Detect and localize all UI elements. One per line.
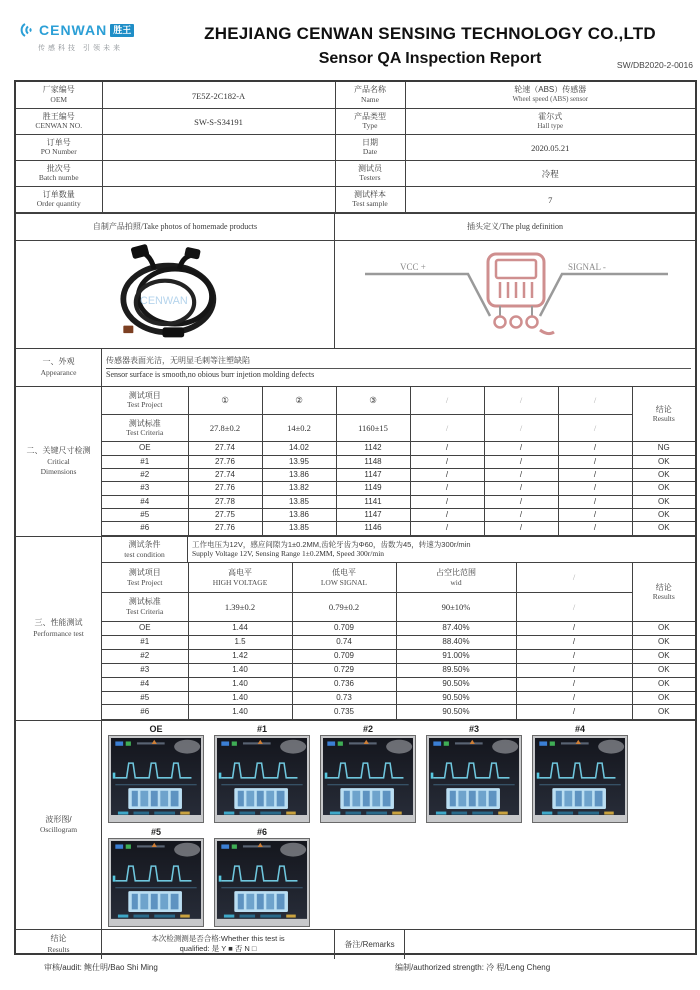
table-cell: 1147 [336, 468, 410, 481]
oscilloscope-photo [214, 826, 310, 927]
company-name: ZHEJIANG CENWAN SENSING TECHNOLOGY CO.,LTD [204, 24, 656, 43]
scope-label: #6 [256, 827, 267, 838]
table-cell: 13.85 [262, 495, 336, 508]
oscilloscope-photo [532, 723, 628, 824]
oscilloscope-photo [320, 723, 416, 824]
test-condition-en: Supply Voltage 12V, Sensing Range 1±0.2MM, Speed 300r/min [192, 549, 385, 559]
oscilloscope-screen [217, 841, 307, 919]
remarks-value [405, 930, 695, 959]
perf-criteria-duty: 90±10% [396, 592, 516, 621]
product-photo [16, 241, 335, 348]
oscilloscope-screen [323, 738, 413, 816]
scope-label: #1 [256, 723, 267, 734]
table-row [102, 649, 695, 663]
dims-project-4: / [410, 387, 484, 415]
scope-label: #4 [574, 723, 585, 734]
table-cell: 27.76 [188, 455, 262, 468]
dims-label-en1: Critical [47, 456, 70, 466]
dims-criteria-1: 27.8±0.2 [188, 414, 262, 442]
perf-section-label [16, 537, 102, 720]
perf-header-high: 高电平 HIGH VOLTAGE [188, 563, 292, 592]
perf-label-en: Performance test [33, 628, 84, 638]
test-condition-cn: 工作电压为12V，感应间隙为1±0.2MM,齿轮牙齿为Φ60，齿数为45，转速为300r/min [192, 539, 471, 549]
dims-results-label: 结论 Results [632, 387, 695, 442]
table-cell: 0.709 [292, 621, 396, 635]
oscillogram-photos [102, 721, 695, 929]
table-row [102, 691, 695, 705]
table-row [102, 468, 695, 481]
info-label: 日期 Date [335, 134, 405, 160]
dims-project-3: ③ [336, 387, 410, 415]
table-cell: OK [632, 649, 695, 663]
table-cell: / [484, 468, 558, 481]
perf-project-row [102, 563, 695, 592]
table-row [102, 495, 695, 508]
table-cell: 27.74 [188, 468, 262, 481]
scope-frame [532, 735, 628, 824]
table-cell: OK [632, 635, 695, 649]
test-condition-row [102, 537, 695, 564]
info-row [16, 134, 695, 160]
dims-project-2: ② [262, 387, 336, 415]
perf-header-low: 低电平 LOW SIGNAL [292, 563, 396, 592]
table-row [102, 677, 695, 691]
appearance-label-en: Appearance [40, 367, 77, 377]
dims-project-row [102, 387, 695, 415]
table-cell: #6 [102, 705, 188, 719]
table-cell: OK [632, 691, 695, 705]
table-cell: OK [632, 677, 695, 691]
test-condition-label: 测试条件 test condition [102, 537, 188, 563]
dims-criteria-label: 测试标准 Test Criteria [102, 414, 188, 442]
table-cell: OK [632, 482, 695, 495]
table-cell: OK [632, 508, 695, 521]
table-cell: / [558, 508, 632, 521]
qualified-line2: qualified: 是 Y ■ 否 N □ [179, 944, 257, 953]
table-cell: 0.709 [292, 649, 396, 663]
table-cell: / [410, 495, 484, 508]
info-label: 产品名称 Name [335, 82, 405, 108]
perf-project-label: 测试项目 Test Project [102, 563, 188, 592]
table-cell: / [410, 482, 484, 495]
remarks-label: 备注/Remarks [335, 930, 405, 959]
appearance-label-cn: 一、外观 [42, 357, 75, 367]
logo-tagline: 传感科技 引领未来 [38, 45, 123, 52]
perf-criteria-slash: / [516, 592, 632, 621]
table-cell: OE [102, 442, 188, 455]
table-cell: #3 [102, 663, 188, 677]
company-logo [16, 20, 166, 53]
perf-table [102, 563, 695, 719]
table-cell: 1.42 [188, 649, 292, 663]
table-cell: / [516, 677, 632, 691]
table-cell: / [516, 691, 632, 705]
table-cell: / [410, 508, 484, 521]
appearance-text [102, 349, 695, 386]
table-cell: #1 [102, 455, 188, 468]
oscilloscope-screen [111, 738, 201, 816]
report-header [165, 24, 695, 68]
perf-criteria-low: 0.79±0.2 [292, 592, 396, 621]
report-footer [0, 960, 700, 980]
table-cell: 13.86 [262, 468, 336, 481]
dims-criteria-row [102, 414, 695, 442]
table-cell: / [484, 495, 558, 508]
perf-results-label: 结论 Results [632, 563, 695, 621]
table-cell: 13.82 [262, 482, 336, 495]
table-cell: 1.40 [188, 677, 292, 691]
info-value: 霍尔式 Hall type [405, 108, 695, 134]
info-row [16, 108, 695, 134]
table-cell: 27.74 [188, 442, 262, 455]
table-cell: #4 [102, 677, 188, 691]
dims-criteria-5: / [484, 414, 558, 442]
perf-criteria-high: 1.39±0.2 [188, 592, 292, 621]
table-cell: OK [632, 495, 695, 508]
table-cell: / [558, 522, 632, 535]
table-cell: / [484, 442, 558, 455]
table-cell: / [516, 635, 632, 649]
results-section [16, 929, 695, 959]
test-condition-text [188, 537, 695, 563]
table-cell: / [410, 468, 484, 481]
scope-label: #2 [362, 723, 373, 734]
info-value [102, 186, 335, 212]
table-cell: #6 [102, 522, 188, 535]
soundwave-logo-icon [16, 20, 36, 40]
plug-diagram [350, 244, 680, 344]
oscillogram-label-cn: 波形图/ [45, 814, 72, 824]
table-cell: / [410, 455, 484, 468]
logo-badge: 胜王 [110, 24, 134, 37]
dims-criteria-3: 1160±15 [336, 414, 410, 442]
perf-criteria-label: 测试标准 Test Criteria [102, 592, 188, 621]
dims-criteria-2: 14±0.2 [262, 414, 336, 442]
table-cell: 1.40 [188, 691, 292, 705]
scope-frame [214, 735, 310, 824]
logo-brand-text: CENWAN [39, 22, 108, 38]
table-cell: 1148 [336, 455, 410, 468]
info-value: 2020.05.21 [405, 134, 695, 160]
table-row [102, 621, 695, 635]
plug-vcc-label: VCC + [400, 262, 426, 272]
info-row [16, 186, 695, 212]
results-label: 结论 Results [16, 930, 102, 959]
oscilloscope-photo [426, 723, 522, 824]
perf-label-cn: 三、性能测试 [34, 618, 83, 628]
table-cell: NG [632, 442, 695, 455]
table-cell: / [516, 621, 632, 635]
table-cell: / [516, 663, 632, 677]
table-cell: OK [632, 468, 695, 481]
perf-criteria-row [102, 592, 695, 621]
table-row [102, 482, 695, 495]
table-cell: 0.73 [292, 691, 396, 705]
dims-criteria-6: / [558, 414, 632, 442]
table-cell: OK [632, 663, 695, 677]
table-cell: / [410, 522, 484, 535]
table-cell: #5 [102, 691, 188, 705]
info-value: SW-S-S34191 [102, 108, 335, 134]
scope-label: OE [149, 723, 163, 734]
table-cell: OK [632, 455, 695, 468]
info-value [102, 134, 335, 160]
table-cell: 1142 [336, 442, 410, 455]
oscilloscope-photo [108, 723, 204, 824]
table-cell: / [558, 442, 632, 455]
table-cell: 1147 [336, 508, 410, 521]
oscilloscope-screen [535, 738, 625, 816]
table-cell: 90.50% [396, 691, 516, 705]
perf-header-slash: / [516, 563, 632, 592]
table-cell: 1.40 [188, 705, 292, 719]
info-label: 测试样本 Test sample [335, 186, 405, 212]
plug-definition-diagram [335, 241, 695, 348]
table-row [102, 705, 695, 719]
table-cell: #4 [102, 495, 188, 508]
table-row [102, 508, 695, 521]
table-cell: / [558, 468, 632, 481]
table-cell: / [410, 442, 484, 455]
scope-frame [320, 735, 416, 824]
info-label: 测试员 Testers [335, 160, 405, 186]
dims-criteria-4: / [410, 414, 484, 442]
info-table [16, 82, 695, 213]
info-label: 胜王编号 CENWAN NO. [16, 108, 102, 134]
appearance-text-en: Sensor surface is smooth,no obious burr injetion molding defects [106, 368, 691, 379]
table-cell: 1.44 [188, 621, 292, 635]
oscillogram-label-en: Oscillogram [39, 825, 78, 835]
table-cell: OK [632, 522, 695, 535]
dims-label-cn: 二、关键尺寸检测 [26, 446, 91, 456]
scope-frame [108, 735, 204, 824]
table-cell: 1.5 [188, 635, 292, 649]
table-cell: 0.736 [292, 677, 396, 691]
photo-caption-right: 插头定义/The plug definition [467, 222, 563, 231]
table-row [102, 522, 695, 535]
table-cell: 90.50% [396, 705, 516, 719]
appearance-label [16, 349, 102, 386]
info-section [16, 82, 695, 213]
table-cell: / [558, 482, 632, 495]
table-cell: 89.50% [396, 663, 516, 677]
table-cell: #5 [102, 508, 188, 521]
oscilloscope-screen [111, 841, 201, 919]
audit-signature: 审核/audit: 鲍仕明/Bao Shi Ming [44, 963, 158, 972]
scope-frame [214, 838, 310, 927]
table-cell: / [558, 455, 632, 468]
oscillogram-label [16, 721, 102, 929]
report-title: Sensor QA Inspection Report [318, 50, 542, 67]
table-cell: / [516, 705, 632, 719]
table-cell: #2 [102, 649, 188, 663]
photo-caption-left: 自制产品拍照/Take photos of homemade products [16, 214, 335, 240]
table-cell: 87.40% [396, 621, 516, 635]
table-cell: #1 [102, 635, 188, 649]
oscilloscope-photo [108, 826, 204, 927]
table-cell: OK [632, 705, 695, 719]
table-cell: / [484, 522, 558, 535]
plug-signal-label: SIGNAL - [568, 262, 606, 272]
appearance-section [16, 348, 695, 386]
table-cell: 27.78 [188, 495, 262, 508]
qualified-line1: 本次检测测是否合格:Whether this test is [151, 933, 285, 943]
document-number: SW/DB2020-2-0016 [616, 60, 693, 70]
table-cell: 13.85 [262, 522, 336, 535]
table-cell: 1146 [336, 522, 410, 535]
table-cell: #3 [102, 482, 188, 495]
oscilloscope-screen [429, 738, 519, 816]
info-value: 7 [405, 186, 695, 212]
table-row [102, 455, 695, 468]
qualified-statement [102, 930, 335, 959]
table-cell: 0.729 [292, 663, 396, 677]
table-cell: 27.76 [188, 522, 262, 535]
dims-table [102, 387, 695, 536]
sensor-cable-photo [75, 243, 275, 345]
info-label: 批次号 Batch numbe [16, 160, 102, 186]
oscillogram-section [16, 720, 695, 929]
dims-label-en2: Dimensions [40, 466, 77, 476]
dims-project-6: / [558, 387, 632, 415]
dims-project-1: ① [188, 387, 262, 415]
compile-signature: 编制/authorized strength: 冷 程/Leng Cheng [395, 963, 551, 972]
critical-dimensions-section [16, 386, 695, 536]
dims-section-label [16, 387, 102, 536]
scope-label: #5 [150, 827, 161, 838]
table-cell: #2 [102, 468, 188, 481]
scope-frame [108, 838, 204, 927]
table-cell: 13.86 [262, 508, 336, 521]
info-label: 产品类型 Type [335, 108, 405, 134]
dims-project-label: 测试项目 Test Project [102, 387, 188, 415]
table-row [102, 442, 695, 455]
table-cell: 1149 [336, 482, 410, 495]
scope-frame [426, 735, 522, 824]
table-row [102, 663, 695, 677]
info-label: 厂家编号 OEM [16, 82, 102, 108]
table-row [102, 635, 695, 649]
table-cell: / [484, 482, 558, 495]
table-cell: 91.00% [396, 649, 516, 663]
info-row [16, 82, 695, 108]
table-cell: 0.735 [292, 705, 396, 719]
info-value: 轮速（ABS）传感器 Wheel speed (ABS) sensor [405, 82, 695, 108]
table-cell: 88.40% [396, 635, 516, 649]
table-cell: 90.50% [396, 677, 516, 691]
info-value: 7E5Z-2C182-A [102, 82, 335, 108]
table-cell: 27.75 [188, 508, 262, 521]
table-cell: OK [632, 621, 695, 635]
info-label: 订单数量 Order quantity [16, 186, 102, 212]
table-cell: / [484, 508, 558, 521]
performance-test-section [16, 536, 695, 720]
photos-section [16, 213, 695, 348]
table-cell: OE [102, 621, 188, 635]
perf-header-duty: 占空比范围 wid [396, 563, 516, 592]
dims-project-5: / [484, 387, 558, 415]
table-cell: / [558, 495, 632, 508]
table-cell: / [516, 649, 632, 663]
table-cell: 0.74 [292, 635, 396, 649]
table-cell: 1.40 [188, 663, 292, 677]
table-cell: 14.02 [262, 442, 336, 455]
info-label: 订单号 PO Number [16, 134, 102, 160]
svg-text:CENWAN: CENWAN [140, 295, 188, 307]
scope-label: #3 [468, 723, 479, 734]
oscilloscope-screen [217, 738, 307, 816]
table-cell: / [484, 455, 558, 468]
table-cell: 27.76 [188, 482, 262, 495]
info-value: 冷程 [405, 160, 695, 186]
table-cell: 13.95 [262, 455, 336, 468]
appearance-text-cn: 传感器表面光洁，无明显毛刺等注塑缺陷 [106, 356, 250, 365]
oscilloscope-photo [214, 723, 310, 824]
info-row [16, 160, 695, 186]
info-value [102, 160, 335, 186]
table-cell: 1141 [336, 495, 410, 508]
report-sheet [14, 80, 697, 955]
